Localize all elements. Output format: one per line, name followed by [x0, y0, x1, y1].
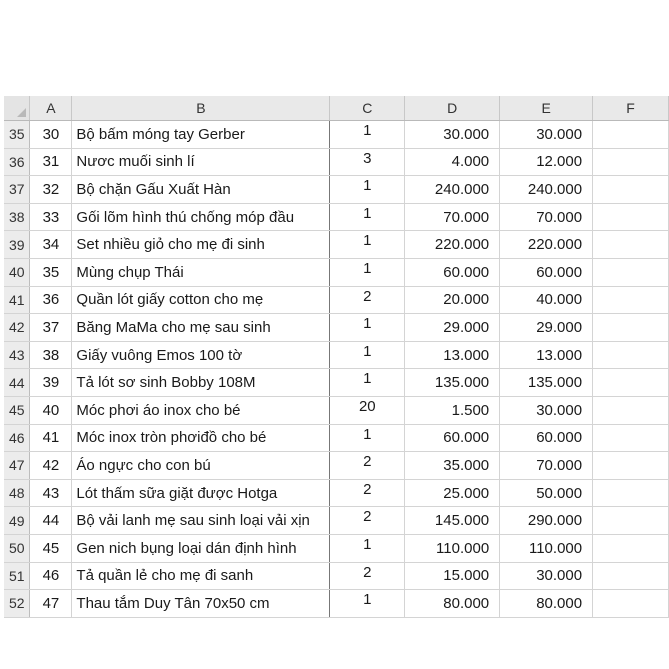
cell-f[interactable] — [593, 121, 669, 149]
cell-b[interactable]: Tả quần lẻ cho mẹ đi sanh — [72, 562, 330, 590]
row-number[interactable]: 43 — [4, 341, 30, 369]
cell-b[interactable]: Thau tắm Duy Tân 70x50 cm — [72, 590, 330, 618]
table-row — [4, 231, 669, 259]
table-row — [4, 314, 669, 342]
table-row — [4, 286, 669, 314]
cell-c[interactable]: 1 — [330, 176, 405, 204]
column-header-row — [4, 96, 669, 121]
cell-f[interactable] — [593, 258, 669, 286]
cell-c[interactable]: 1 — [330, 424, 405, 452]
cell-d[interactable]: 135.000 — [405, 369, 500, 397]
table-row — [4, 148, 669, 176]
cell-b[interactable]: Nươc muối sinh lí — [72, 148, 330, 176]
cell-e[interactable]: 70.000 — [500, 203, 593, 231]
cell-c[interactable]: 1 — [330, 590, 405, 618]
cell-c[interactable]: 1 — [330, 231, 405, 259]
column-header-f[interactable]: F — [593, 96, 669, 121]
cell-c[interactable]: 1 — [330, 534, 405, 562]
cell-d[interactable]: 15.000 — [405, 562, 500, 590]
column-header-c[interactable]: C — [330, 96, 405, 121]
row-number[interactable]: 35 — [4, 121, 30, 149]
spreadsheet-grid — [4, 96, 669, 612]
row-number[interactable]: 37 — [4, 176, 30, 204]
cell-c[interactable]: 2 — [330, 452, 405, 480]
cell-b[interactable]: Bộ vải lanh mẹ sau sinh loại vải xịn — [72, 507, 330, 535]
cell-e[interactable]: 70.000 — [500, 452, 593, 480]
row-number[interactable]: 38 — [4, 203, 30, 231]
cell-f[interactable] — [593, 369, 669, 397]
cell-a[interactable]: 40 — [30, 396, 72, 424]
row-number[interactable]: 45 — [4, 396, 30, 424]
cell-a[interactable]: 35 — [30, 258, 72, 286]
table-row — [4, 396, 669, 424]
cell-e[interactable]: 60.000 — [500, 424, 593, 452]
column-header-a[interactable]: A — [30, 96, 72, 121]
cell-f[interactable] — [593, 148, 669, 176]
row-number[interactable]: 40 — [4, 258, 30, 286]
cell-f[interactable] — [593, 203, 669, 231]
cell-d[interactable]: 35.000 — [405, 452, 500, 480]
cell-d[interactable]: 1.500 — [405, 396, 500, 424]
cell-e[interactable]: 12.000 — [500, 148, 593, 176]
cell-e[interactable]: 60.000 — [500, 258, 593, 286]
cell-b[interactable]: Bộ bấm móng tay Gerber — [72, 121, 330, 149]
cell-a[interactable]: 37 — [30, 314, 72, 342]
cell-f[interactable] — [593, 507, 669, 535]
cell-f[interactable] — [593, 562, 669, 590]
cell-f[interactable] — [593, 590, 669, 618]
row-number[interactable]: 49 — [4, 507, 30, 535]
row-number[interactable]: 52 — [4, 590, 30, 618]
spreadsheet-table — [4, 96, 669, 618]
cell-f[interactable] — [593, 341, 669, 369]
table-row — [4, 534, 669, 562]
cell-e[interactable]: 240.000 — [500, 176, 593, 204]
table-row — [4, 562, 669, 590]
cell-a[interactable]: 46 — [30, 562, 72, 590]
cell-f[interactable] — [593, 534, 669, 562]
cell-c[interactable]: 2 — [330, 562, 405, 590]
cell-e[interactable]: 50.000 — [500, 479, 593, 507]
cell-c[interactable]: 2 — [330, 479, 405, 507]
cell-b[interactable]: Áo ngực cho con bú — [72, 452, 330, 480]
cell-e[interactable]: 80.000 — [500, 590, 593, 618]
cell-f[interactable] — [593, 231, 669, 259]
cell-a[interactable]: 47 — [30, 590, 72, 618]
column-header-e[interactable]: E — [500, 96, 593, 121]
cell-f[interactable] — [593, 452, 669, 480]
cell-b[interactable]: Bộ chặn Gấu Xuất Hàn — [72, 176, 330, 204]
cell-d[interactable]: 60.000 — [405, 424, 500, 452]
row-number[interactable]: 51 — [4, 562, 30, 590]
cell-c[interactable]: 1 — [330, 203, 405, 231]
cell-b[interactable]: Gen nich bụng loại dán định hình — [72, 534, 330, 562]
cell-e[interactable]: 220.000 — [500, 231, 593, 259]
table-row — [4, 121, 669, 149]
cell-d[interactable]: 220.000 — [405, 231, 500, 259]
cell-b[interactable]: Móc inox tròn phơiđồ cho bé — [72, 424, 330, 452]
cell-b[interactable]: Băng MaMa cho mẹ sau sinh — [72, 314, 330, 342]
table-row — [4, 424, 669, 452]
cell-a[interactable]: 41 — [30, 424, 72, 452]
cell-a[interactable]: 38 — [30, 341, 72, 369]
cell-e[interactable]: 29.000 — [500, 314, 593, 342]
cell-f[interactable] — [593, 314, 669, 342]
cell-e[interactable]: 30.000 — [500, 121, 593, 149]
cell-a[interactable]: 39 — [30, 369, 72, 397]
column-header-b[interactable]: B — [72, 96, 330, 121]
select-all-triangle-icon — [17, 108, 26, 117]
cell-c[interactable]: 1 — [330, 369, 405, 397]
table-row — [4, 479, 669, 507]
row-number[interactable]: 48 — [4, 479, 30, 507]
cell-c[interactable]: 20 — [330, 396, 405, 424]
cell-d[interactable]: 29.000 — [405, 314, 500, 342]
row-number[interactable]: 50 — [4, 534, 30, 562]
row-number[interactable]: 44 — [4, 369, 30, 397]
cell-a[interactable]: 31 — [30, 148, 72, 176]
cell-a[interactable]: 43 — [30, 479, 72, 507]
table-row — [4, 258, 669, 286]
cell-a[interactable]: 32 — [30, 176, 72, 204]
table-row — [4, 452, 669, 480]
cell-a[interactable]: 36 — [30, 286, 72, 314]
cell-c[interactable]: 1 — [330, 258, 405, 286]
cell-a[interactable]: 33 — [30, 203, 72, 231]
cell-a[interactable]: 30 — [30, 121, 72, 149]
row-number[interactable]: 46 — [4, 424, 30, 452]
cell-b[interactable]: Tả lót sơ sinh Bobby 108M — [72, 369, 330, 397]
cell-c[interactable]: 2 — [330, 507, 405, 535]
cell-c[interactable]: 1 — [330, 121, 405, 149]
cell-f[interactable] — [593, 176, 669, 204]
select-all-corner[interactable] — [4, 96, 30, 121]
cell-e[interactable]: 30.000 — [500, 562, 593, 590]
table-row — [4, 176, 669, 204]
row-number[interactable]: 42 — [4, 314, 30, 342]
cell-e[interactable]: 13.000 — [500, 341, 593, 369]
cell-f[interactable] — [593, 286, 669, 314]
column-header-d[interactable]: D — [405, 96, 500, 121]
cell-d[interactable]: 60.000 — [405, 258, 500, 286]
cell-e[interactable]: 290.000 — [500, 507, 593, 535]
cell-f[interactable] — [593, 479, 669, 507]
row-number[interactable]: 36 — [4, 148, 30, 176]
cell-c[interactable]: 3 — [330, 148, 405, 176]
cell-b[interactable]: Mùng chụp Thái — [72, 258, 330, 286]
cell-b[interactable]: Móc phơi áo inox cho bé — [72, 396, 330, 424]
cell-a[interactable]: 34 — [30, 231, 72, 259]
cell-a[interactable]: 45 — [30, 534, 72, 562]
cell-e[interactable]: 40.000 — [500, 286, 593, 314]
cell-e[interactable]: 30.000 — [500, 396, 593, 424]
cell-d[interactable]: 13.000 — [405, 341, 500, 369]
table-row — [4, 341, 669, 369]
cell-c[interactable]: 2 — [330, 286, 405, 314]
row-number[interactable]: 41 — [4, 286, 30, 314]
row-number[interactable]: 39 — [4, 231, 30, 259]
cell-f[interactable] — [593, 396, 669, 424]
cell-b[interactable]: Lót thấm sữa giặt được Hotga — [72, 479, 330, 507]
table-row — [4, 507, 669, 535]
cell-d[interactable]: 80.000 — [405, 590, 500, 618]
cell-e[interactable]: 110.000 — [500, 534, 593, 562]
cell-d[interactable]: 25.000 — [405, 479, 500, 507]
cell-b[interactable]: Set nhiều giỏ cho mẹ đi sinh — [72, 231, 330, 259]
cell-b[interactable]: Quần lót giấy cotton cho mẹ — [72, 286, 330, 314]
cell-d[interactable]: 145.000 — [405, 507, 500, 535]
table-row — [4, 369, 669, 397]
cell-c[interactable]: 1 — [330, 314, 405, 342]
cell-a[interactable]: 44 — [30, 507, 72, 535]
table-row — [4, 203, 669, 231]
cell-d[interactable]: 4.000 — [405, 148, 500, 176]
cell-f[interactable] — [593, 424, 669, 452]
cell-d[interactable]: 110.000 — [405, 534, 500, 562]
cell-d[interactable]: 20.000 — [405, 286, 500, 314]
cell-d[interactable]: 70.000 — [405, 203, 500, 231]
cell-d[interactable]: 240.000 — [405, 176, 500, 204]
cell-b[interactable]: Gối lõm hình thú chống móp đầu — [72, 203, 330, 231]
cell-a[interactable]: 42 — [30, 452, 72, 480]
row-number[interactable]: 47 — [4, 452, 30, 480]
table-row — [4, 590, 669, 618]
cell-d[interactable]: 30.000 — [405, 121, 500, 149]
cell-c[interactable]: 1 — [330, 341, 405, 369]
cell-e[interactable]: 135.000 — [500, 369, 593, 397]
cell-b[interactable]: Giấy vuông Emos 100 tờ — [72, 341, 330, 369]
